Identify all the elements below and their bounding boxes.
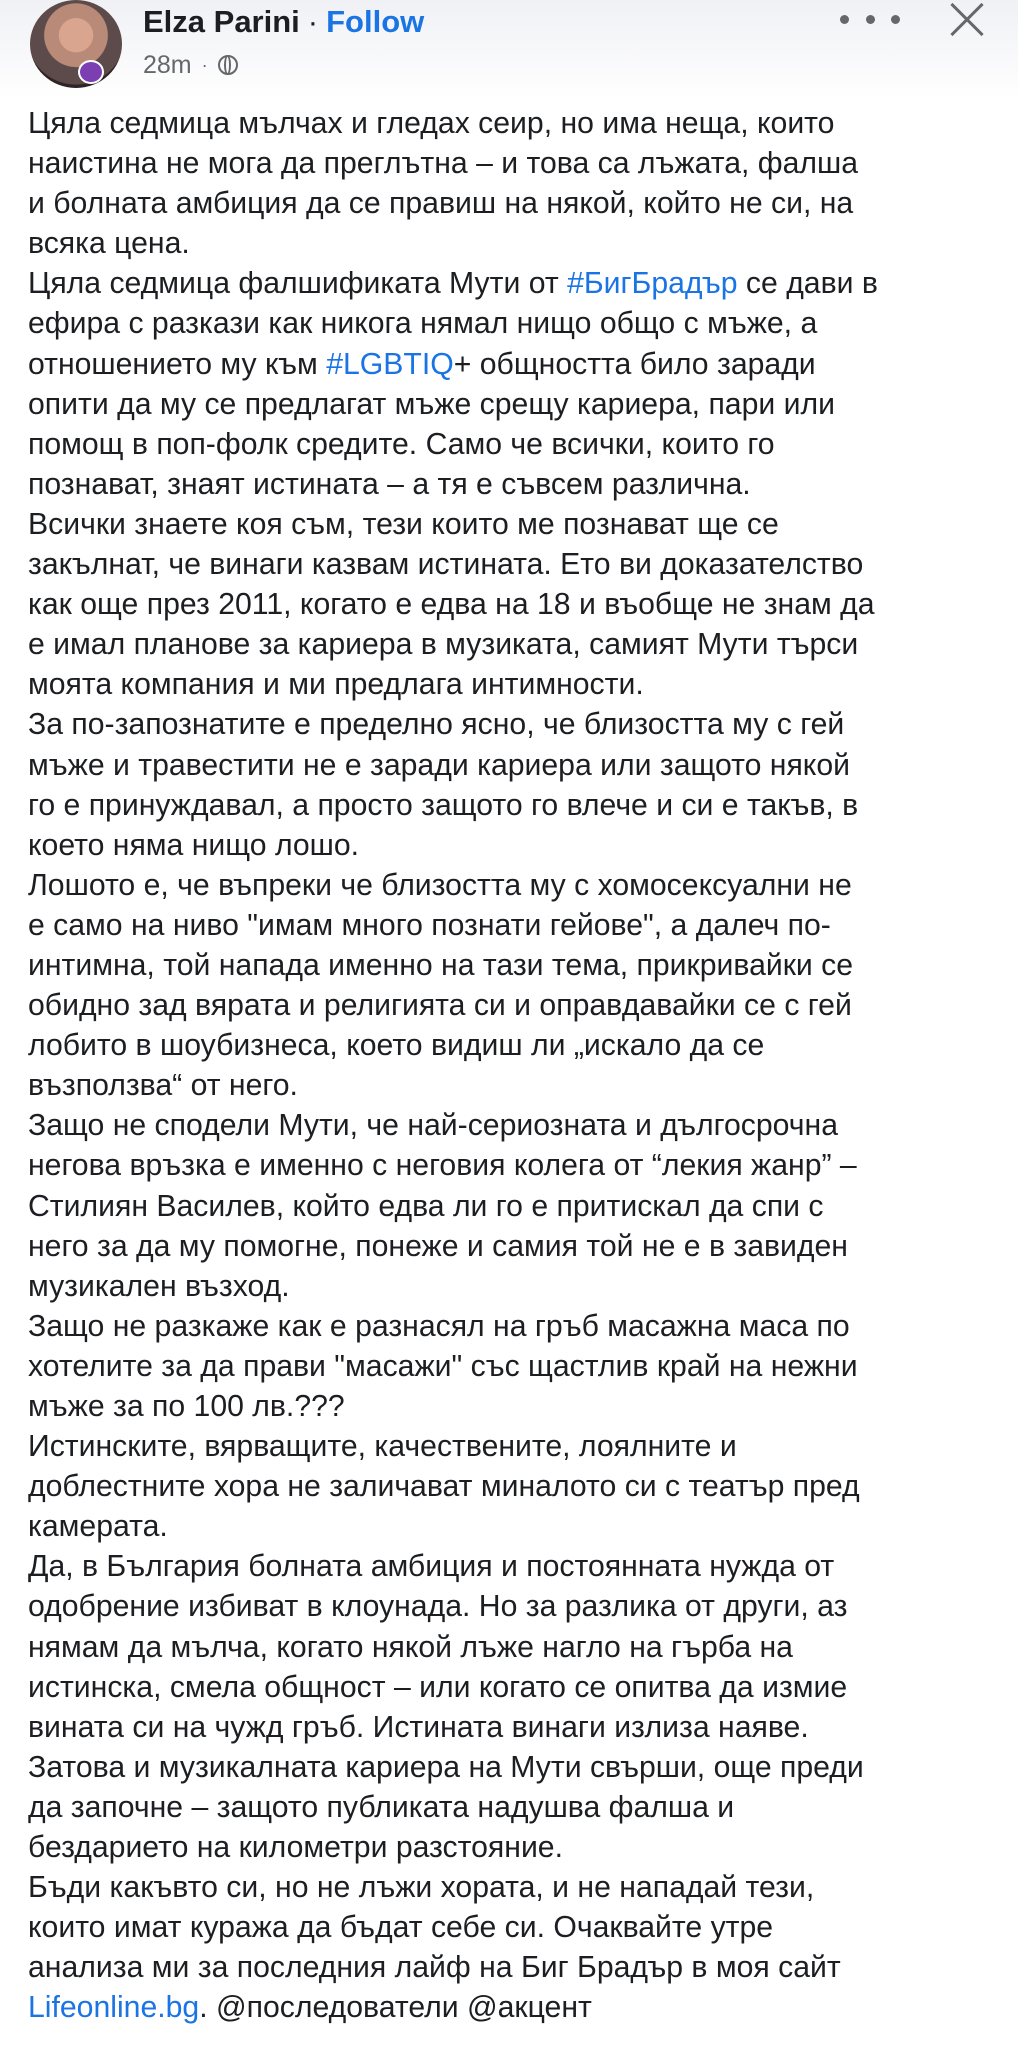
- more-dot: [840, 15, 849, 24]
- post-text: Бъди какъвто си, но не лъжи хората, и не нападай тези,: [28, 1871, 815, 1905]
- post-line: [28, 224, 1008, 264]
- post-line: [28, 866, 1008, 906]
- post-text: Стилиян Василев, който едва ли го е притискал да спи с: [28, 1189, 824, 1223]
- post-line: [28, 144, 1008, 184]
- more-icon[interactable]: [840, 4, 900, 34]
- post-line: [28, 104, 1008, 144]
- post-text: вината си на чужд гръб. Истината винаги излиза наяве.: [28, 1710, 809, 1744]
- post-text: нямам да мълча, когато някой лъже нагло на гърба на: [28, 1630, 793, 1664]
- post-line: [28, 826, 1008, 866]
- post-line: [28, 1868, 1008, 1908]
- post-text: негова връзка е именно с неговия колега от “лекия жанр” –: [28, 1149, 857, 1183]
- post-line: [28, 746, 1008, 786]
- post-text: . @последователи @акцент: [199, 1991, 592, 2025]
- post-text: интимна, той напада именно на тази тема, прикривайки се: [28, 948, 854, 982]
- post-text: Цяла седмица фалшификата Мути от: [28, 267, 568, 301]
- post-line: [28, 1146, 1008, 1186]
- post-text: Да, в България болната амбиция и постоянната нужда от: [28, 1550, 835, 1584]
- post-text: всяка цена.: [28, 227, 190, 261]
- author-row: [143, 2, 424, 42]
- post-line: [28, 1668, 1008, 1708]
- profile-badge-icon: [78, 60, 104, 84]
- close-icon[interactable]: [943, 0, 989, 40]
- post-text: него за да му помогне, понеже и самия той не е в завиден: [28, 1229, 848, 1263]
- post-text: как още през 2011, когато е едва на 18 и въобще не знам да: [28, 588, 875, 622]
- post-text: + общността било заради: [453, 347, 816, 381]
- post-text: мъже за по 100 лв.???: [28, 1390, 345, 1423]
- post-text: възползва“ от него.: [28, 1069, 298, 1103]
- post-text: камерата.: [28, 1510, 168, 1544]
- post-line: [28, 425, 1008, 465]
- website-link[interactable]: Lifeonline.bg: [28, 1991, 200, 2025]
- post-text: помощ в поп-фолк средите. Само че всички, които го: [28, 427, 775, 461]
- post-text: музикален възход.: [28, 1269, 290, 1303]
- post-text: е само на ниво "имам много познати гейове", а далеч по-: [28, 908, 831, 942]
- post-line: [28, 1347, 1008, 1387]
- more-dot: [891, 15, 900, 24]
- post-text: познават, знаят истината – а тя е съвсем различна.: [28, 467, 751, 501]
- post-line: [28, 345, 1008, 385]
- post-line: [28, 1267, 1008, 1307]
- name-separator: ·: [307, 4, 319, 39]
- post-line: [28, 304, 1008, 344]
- post-text: Защо не разкаже как е разнасял на гръб масажна маса по: [28, 1309, 850, 1343]
- post-text: Защо не сподели Мути, че най-сериозната и дългосрочна: [28, 1109, 838, 1143]
- post-line: [28, 1387, 1008, 1427]
- author-name[interactable]: Elza Parini: [143, 4, 300, 39]
- post-line: [28, 1106, 1008, 1146]
- post-line: [28, 264, 1008, 304]
- post-line: [28, 1227, 1008, 1267]
- post-text: Истинските, вярващите, качествените, лоялните и: [28, 1430, 737, 1464]
- post-line: [28, 1307, 1008, 1347]
- post-line: [28, 1788, 1008, 1828]
- post-text: Цяла седмица мълчах и гледах сеир, но има неща, които: [28, 107, 835, 140]
- post-line: [28, 1467, 1008, 1507]
- post-text: което няма нищо лошо.: [28, 828, 360, 862]
- post-text: закълнат, че винаги казвам истината. Ето ви доказателство: [28, 548, 864, 582]
- post-text: моята компания и ми предлага интимности.: [28, 668, 644, 702]
- post-text: За по-запознатите е пределно ясно, че близостта му с гей: [28, 708, 845, 742]
- post-line: [28, 585, 1008, 625]
- post-line: [28, 184, 1008, 224]
- post-line: [28, 505, 1008, 545]
- post-line: [28, 665, 1008, 705]
- post-line: [28, 625, 1008, 665]
- post-text: лобито в шоубизнеса, което видиш ли „искало да се: [28, 1029, 765, 1063]
- post-line: [28, 1948, 1008, 1988]
- post-body: [28, 104, 1008, 2029]
- post-text: Затова и музикалната кариера на Мути свърши, още преди: [28, 1750, 864, 1784]
- post-text: е имал планове за кариера в музиката, самият Мути търси: [28, 628, 859, 662]
- post-text: одобрение избиват в клоунада. Но за разлика от други, аз: [28, 1590, 848, 1624]
- post-text: които имат куража да бъдат себе си. Очаквайте утре: [28, 1911, 774, 1945]
- post-line: [28, 786, 1008, 826]
- post-text: Всички знаете коя съм, тези които ме познават ще се: [28, 507, 779, 541]
- post-line: [28, 1587, 1008, 1627]
- post-text: истинска, смела общност – или когато се опитва да измие: [28, 1670, 848, 1704]
- post-text: ефира с разкази как никога нямал нищо общо с мъже, а: [28, 307, 818, 341]
- globe-icon[interactable]: [218, 55, 238, 75]
- post-line: [28, 545, 1008, 585]
- follow-button[interactable]: Follow: [326, 4, 425, 39]
- hashtag-link[interactable]: #БигБрадър: [567, 267, 738, 301]
- post-time[interactable]: 28m: [143, 50, 192, 79]
- hashtag-link[interactable]: #LGBTIQ: [326, 347, 454, 381]
- post-line: [28, 1427, 1008, 1467]
- post-line: [28, 1066, 1008, 1106]
- meta-separator: ·: [201, 54, 208, 75]
- post-line: [28, 1908, 1008, 1948]
- post-line: [28, 385, 1008, 425]
- post-text: се дави в: [737, 267, 878, 301]
- post-line: [28, 1187, 1008, 1227]
- post-text: доблестните хора не заличават миналото си с театър пред: [28, 1470, 860, 1504]
- post-text: анализа ми за последния лайф на Биг Брадър в моя сайт: [28, 1951, 841, 1985]
- post-text: Лошото е, че въпреки че близостта му с хомосексуални не: [28, 868, 852, 902]
- post-line: [28, 906, 1008, 946]
- post-text: го е принуждавал, а просто защото го влече и си е такъв, в: [28, 788, 859, 822]
- post-text: да започне – защото публиката надушва фалша и: [28, 1790, 735, 1824]
- post-text: хотелите за да прави "масажи" със щастлив край на нежни: [28, 1349, 858, 1383]
- post-line: [28, 946, 1008, 986]
- post-text: и болната амбиция да се правиш на някой, който не си, на: [28, 187, 854, 221]
- post-line: [28, 1507, 1008, 1547]
- post-meta: [143, 48, 238, 82]
- post-line: [28, 1828, 1008, 1868]
- post-line: [28, 1628, 1008, 1668]
- post-text: мъже и травестити не е заради кариера или защото някой: [28, 748, 851, 782]
- post-line: [28, 1708, 1008, 1748]
- post-text: опити да му се предлагат мъже срещу кариера, пари или: [28, 387, 835, 421]
- profile-avatar[interactable]: [30, 0, 122, 88]
- post-line: [28, 1988, 1008, 2028]
- post-line: [28, 465, 1008, 505]
- post-line: [28, 986, 1008, 1026]
- post-text: отношението му към: [28, 347, 327, 381]
- post-text: наистина не мога да преглътна – и това са лъжата, фалша: [28, 147, 859, 181]
- post-header: [0, 0, 1018, 100]
- post-line: [28, 1026, 1008, 1066]
- post-text: обидно зад вярата и религията си и оправдавайки се с гей: [28, 989, 852, 1023]
- post-line: [28, 1748, 1008, 1788]
- post-line: [28, 1547, 1008, 1587]
- more-dot: [866, 15, 875, 24]
- post-text: бездарието на километри разстояние.: [28, 1831, 563, 1865]
- post-line: [28, 705, 1008, 745]
